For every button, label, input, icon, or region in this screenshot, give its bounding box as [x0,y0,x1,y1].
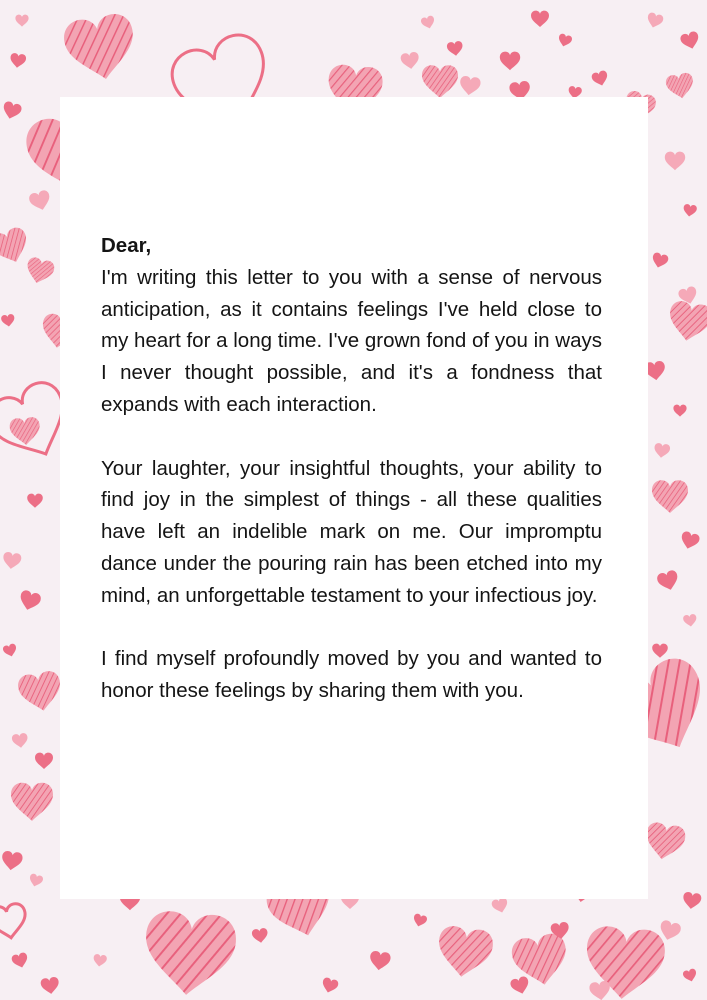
heart-icon [510,931,572,989]
heart-icon [61,11,140,85]
heart-icon [665,72,696,101]
heart-icon [0,850,23,871]
heart-icon [2,643,18,658]
heart-icon [28,873,44,888]
heart-icon [15,15,28,27]
heart-icon [557,33,573,48]
heart-icon [682,968,698,983]
heart-icon [420,15,436,30]
letter-body [101,230,602,707]
heart-icon [16,669,64,714]
heart-icon [2,551,22,570]
heart-icon [93,954,108,968]
heart-icon [666,299,707,344]
heart-icon [17,589,42,612]
heart-icon [320,977,339,995]
heart-icon [500,52,520,71]
letter-greeting: Dear, [101,234,152,257]
heart-icon [509,975,531,996]
heart-icon [251,928,268,944]
heart-icon [652,480,688,513]
heart-icon [679,30,701,51]
heart-icon [0,902,29,941]
heart-icon [679,530,701,551]
heart-icon [11,783,53,821]
heart-icon [141,909,238,999]
heart-icon [27,494,43,508]
heart-icon [682,891,702,910]
heart-icon [23,256,55,287]
heart-icon [683,204,698,218]
heart-icon [683,614,698,628]
heart-icon [665,152,685,171]
heart-icon [28,189,53,212]
heart-icon [673,405,686,417]
heart-icon [1,314,16,328]
heart-icon [412,913,428,928]
heart-icon [656,569,681,592]
heart-icon [446,41,463,57]
heart-icon [40,976,60,995]
heart-icon [531,11,549,27]
heart-icon [9,416,41,446]
heart-icon [0,225,33,268]
heart-icon [400,51,420,70]
heart-icon [642,821,687,863]
heart-icon [35,753,53,769]
heart-icon [653,443,670,459]
heart-icon [1,100,23,121]
heart-icon [491,897,510,915]
heart-icon [645,12,664,30]
heart-icon [11,952,30,970]
heart-icon [652,644,668,658]
heart-icon [368,950,391,971]
heart-icon [9,53,26,69]
heart-icon [589,980,612,1000]
letter-paragraph-1: I'm writing this letter to you with a sense of nervous anticipation, as it contains feelings I've held close to my heart for a long time. I've grown fond of you in ways I never thought possible, and it's a fondness that expands with each interaction. [101,265,602,416]
heart-icon [422,65,458,98]
heart-icon [591,70,610,88]
heart-icon [650,252,669,270]
letter-paragraph-2: Your laughter, your insightful thoughts, your ability to find joy in the simplest of things - all these qualities have left an indelible mark on me. Our impromptu dance under the pouring rain has been etched into my mind, an unforgettable testament to your infectious joy. [101,456,602,607]
heart-icon [435,924,495,980]
heart-icon [458,75,481,96]
letter-paragraph-3: I find myself profoundly moved by you and wanted to honor these feelings by sharing them with you. [101,647,602,703]
heart-icon [11,733,28,749]
